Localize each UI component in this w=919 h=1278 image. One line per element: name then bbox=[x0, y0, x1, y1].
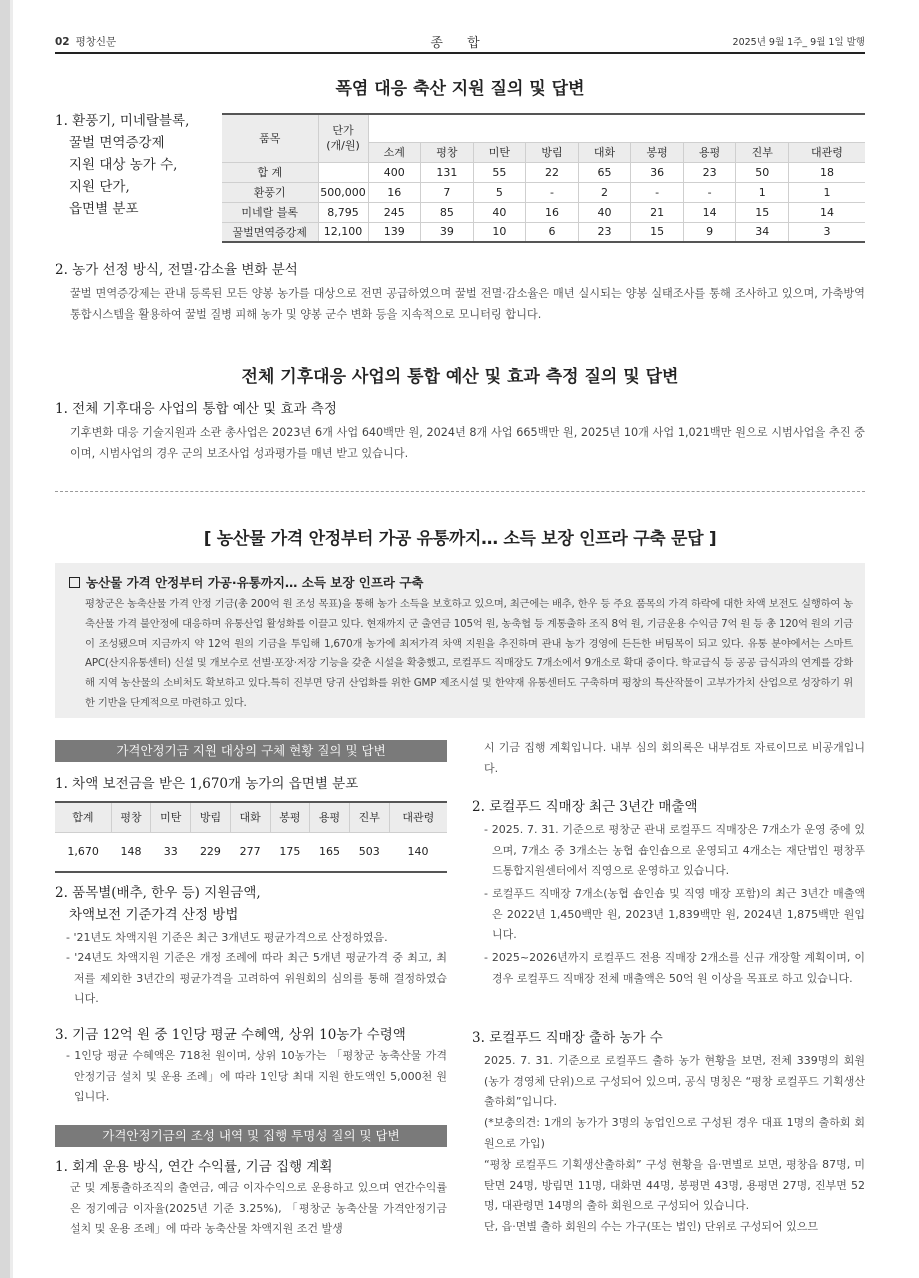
col-header: 봉평 bbox=[270, 802, 310, 832]
region-header: 봉평 bbox=[631, 142, 684, 162]
climate-q1-body: 기후변화 대응 기술지원과 소관 총사업은 2023년 6개 사업 640백만 원, 2024년 8개 사업 665백만 원, 2025년 10개 사업 1,021백만 원으로 시범사업을 추진 중이며, 시범사업의 경우 군의 보조사업 성과평가를 매년 받고 있습니다. bbox=[70, 426, 865, 460]
cell: 10 bbox=[473, 222, 526, 242]
page-header bbox=[55, 30, 865, 50]
fund-q4-body: 군 및 계통출하조직의 출연금, 예금 이자수익으로 운용하고 있으며 연간수익률은 정기예금 이자율(2025년 기준 3.25%), 「평창군 농축산물 가격안정기금 설치 및 운용 조례」에 따라 농축산물 차액지원 조건 발생 bbox=[70, 1181, 447, 1235]
table-row bbox=[55, 832, 447, 872]
localfood-q3-body3: 단, 읍·면별 출하 회원의 수는 가구(또는 법인) 단위로 구성되어 있으므 bbox=[484, 1220, 818, 1233]
cell: 39 bbox=[421, 222, 474, 242]
row-price bbox=[318, 162, 368, 182]
cell: 36 bbox=[631, 162, 684, 182]
cell: - bbox=[683, 182, 736, 202]
col-header: 합계 bbox=[55, 802, 111, 832]
climate-q1-title: 1. 전체 기후대응 사업의 통합 예산 및 효과 측정 bbox=[55, 401, 337, 417]
cell: 15 bbox=[736, 202, 789, 222]
cell: 139 bbox=[368, 222, 421, 242]
fund-band-title: 가격안정기금 지원 대상의 구체 현황 질의 및 답변 bbox=[55, 740, 447, 762]
heat-section-title: 폭염 대응 축산 지원 질의 및 답변 bbox=[335, 79, 585, 99]
cell: 40 bbox=[473, 202, 526, 222]
checkbox-square-icon bbox=[69, 577, 80, 588]
col-header: 평창 bbox=[111, 802, 151, 832]
heat-q1-title bbox=[55, 110, 215, 220]
table-row bbox=[222, 182, 865, 202]
row-price: 12,100 bbox=[318, 222, 368, 242]
fund-q4-title: 1. 회계 운용 방식, 연간 수익률, 기금 집행 계획 bbox=[55, 1159, 333, 1175]
heat-q1-line: 지원 대상 농가 수, bbox=[69, 157, 178, 173]
heat-q1-line: 1. 환풍기, 미네랄블록, bbox=[55, 113, 190, 129]
cell: 85 bbox=[421, 202, 474, 222]
summary-box-body: 평창군은 농축산물 가격 안정 기금(총 200억 원 조성 목표)을 통해 농가 소득을 보호하고 있으며, 최근에는 배추, 한우 등 주요 품목의 가격 하락에 대한 차액 보전도 실행하여 농축산물 가격 불안정에 대응하며 유통산업 활성화를 이끌고 있다. 현재까지 군 출연금 105억 원, 농축협 등 계통출하 조직 8억 원, 기금운용 수익금 7억 원 등 총 120억 원의 기금이 조성됐으며 지금까지 약 12억 원의 기금을 투입해 1,670개 농가에 최저가격 차액 지원을 추진하며 관내 농가 경영에 든든한 버팀목이 되고 있다. 유통 분야에서는 스마트 APC(산지유통센터) 신설 및 개보수로 선별·포장·저장 기능을 갖춘 시설을 확충했고, 로컬푸드 직매장도 7개소에서 9개소로 확대 중이다. 학교급식 등 공공 급식과의 연계를 강화해 지역 농산물의 소비처도 확보하고 있다.특히 진부면 당귀 산업화를 위한 GMP 제조시설 및 한약재 유통센터도 구축하며 평창의 특산작물이 고부가가치 산업으로 성장하기 위한 기반을 단계적으로 마련하고 있다. bbox=[85, 598, 853, 709]
row-price: 500,000 bbox=[318, 182, 368, 202]
cell: 50 bbox=[736, 162, 789, 182]
region-group-header bbox=[368, 114, 865, 142]
cell: 7 bbox=[421, 182, 474, 202]
localfood-q2-item: - 로컬푸드 직매장 7개소(농협 숍인숍 및 직영 매장 포함)의 최근 3년간 매출액은 2022년 1,450백만 원, 2023년 1,839백만 원, 2024년 1,875백만 원입니다. bbox=[484, 887, 865, 941]
cell: 2 bbox=[578, 182, 631, 202]
heat-q1-line: 지원 단가, bbox=[69, 179, 130, 195]
cell: 3 bbox=[789, 222, 866, 242]
row-label: 환풍기 bbox=[222, 182, 318, 202]
section-name: 종 합 bbox=[430, 36, 490, 51]
row-label: 꿀벌면역증강제 bbox=[222, 222, 318, 242]
region-header: 평창 bbox=[421, 142, 474, 162]
fund-q2-item: - '21년도 차액지원 기준은 최근 3개년도 평균가격으로 산정하였음. bbox=[66, 931, 388, 944]
region-header: 방림 bbox=[526, 142, 579, 162]
cell: 229 bbox=[191, 832, 231, 872]
row-label: 합 계 bbox=[222, 162, 318, 182]
cell: 15 bbox=[631, 222, 684, 242]
col-header: 대화 bbox=[230, 802, 270, 832]
cell: 1,670 bbox=[55, 832, 111, 872]
cell: 22 bbox=[526, 162, 579, 182]
cell: - bbox=[631, 182, 684, 202]
cell: 55 bbox=[473, 162, 526, 182]
qa-banner-title: [ 농산물 가격 안정부터 가공 유통까지… 소득 보장 인프라 구축 문답 ] bbox=[203, 529, 717, 549]
localfood-q2-title: 2. 로컬푸드 직매장 최근 3년간 매출액 bbox=[472, 799, 698, 815]
col-header: 대관령 bbox=[389, 802, 447, 832]
region-header: 용평 bbox=[683, 142, 736, 162]
fund-q2-title-line: 차액보전 기준가격 산정 방법 bbox=[69, 907, 239, 923]
fund-q4-continued: 시 기금 집행 계획입니다. 내부 심의 회의록은 내부검토 자료이므로 비공개입니다. bbox=[484, 741, 865, 775]
summary-box bbox=[55, 563, 865, 718]
fund-band2-title: 가격안정기금의 조성 내역 및 집행 투명성 질의 및 답변 bbox=[55, 1125, 447, 1147]
table-row bbox=[222, 162, 865, 182]
localfood-q3-body: 2025. 7. 31. 기준으로 로컬푸드 출하 농가 현황을 보면, 전체 339명의 회원(농가 경영체 단위)으로 구성되어 있으며, 공식 명칭은 “평창 로컬푸드 기획생산출하회”입니다. bbox=[484, 1054, 865, 1108]
fund-q2-title bbox=[55, 882, 447, 926]
row-price: 8,795 bbox=[318, 202, 368, 222]
cell: 400 bbox=[368, 162, 421, 182]
region-header: 대화 bbox=[578, 142, 631, 162]
climate-section-title: 전체 기후대응 사업의 통합 예산 및 효과 측정 질의 및 답변 bbox=[241, 367, 679, 387]
header-rule bbox=[55, 52, 865, 54]
farm-distribution-table bbox=[55, 801, 447, 873]
col-item-header: 품목 bbox=[222, 114, 318, 162]
page-edge bbox=[0, 0, 10, 1278]
cell: 277 bbox=[230, 832, 270, 872]
summary-box-title bbox=[69, 573, 424, 591]
localfood-q3-body2: “평창 로컬푸드 기획생산출하회” 구성 현황을 읍·면별로 보면, 평창읍 87명, 미탄면 24명, 방림면 11명, 대화면 44명, 봉평면 43명, 용평면 27명, 진부면 52명, 대관령면 14명의 출하 회원으로 구성되어 있습니다. bbox=[484, 1158, 865, 1212]
fund-q1-title: 1. 차액 보전금을 받은 1,670개 농가의 읍면별 분포 bbox=[55, 776, 359, 792]
region-header: 대관령 bbox=[789, 142, 866, 162]
region-header: 미탄 bbox=[473, 142, 526, 162]
table-row bbox=[222, 222, 865, 242]
cell: 165 bbox=[310, 832, 350, 872]
heat-q2-title: 2. 농가 선정 방식, 전멸·감소율 변화 분석 bbox=[55, 262, 298, 278]
cell: 1 bbox=[789, 182, 866, 202]
cell: 14 bbox=[683, 202, 736, 222]
fund-q3-item: - 1인당 평균 수혜액은 718천 원이며, 상위 10농가는 「평창군 농축산물 가격안정기금 설치 및 운용 조례」에 따라 1인당 최대 지원 한도액인 5,000천 원입니다. bbox=[66, 1049, 447, 1103]
section-divider bbox=[55, 491, 865, 492]
cell: 6 bbox=[526, 222, 579, 242]
localfood-q3-title: 3. 로컬푸드 직매장 출하 농가 수 bbox=[472, 1030, 663, 1046]
col-header: 방림 bbox=[191, 802, 231, 832]
cell: 23 bbox=[683, 162, 736, 182]
fund-q3-title: 3. 기금 12억 원 중 1인당 평균 수혜액, 상위 10농가 수령액 bbox=[55, 1027, 406, 1043]
page-number: 02 bbox=[55, 36, 70, 48]
cell: 21 bbox=[631, 202, 684, 222]
cell: 5 bbox=[473, 182, 526, 202]
cell: 503 bbox=[349, 832, 389, 872]
col-header: 용평 bbox=[310, 802, 350, 832]
heat-q1-line: 꿀벌 면역증강제 bbox=[69, 135, 165, 151]
region-header: 소계 bbox=[368, 142, 421, 162]
cell: 16 bbox=[368, 182, 421, 202]
cell: 65 bbox=[578, 162, 631, 182]
issue-date: 2025년 9월 1주_ 9월 1일 발행 bbox=[732, 37, 865, 48]
cell: 40 bbox=[578, 202, 631, 222]
col-price-header: 단가 (개/원) bbox=[318, 114, 368, 162]
cell: 175 bbox=[270, 832, 310, 872]
cell: 34 bbox=[736, 222, 789, 242]
heat-support-table bbox=[222, 113, 865, 243]
fund-q2-title-line: 2. 품목별(배추, 한우 등) 지원금액, bbox=[55, 885, 261, 901]
cell: 23 bbox=[578, 222, 631, 242]
cell: 33 bbox=[151, 832, 191, 872]
heat-q1-line: 읍면별 분포 bbox=[69, 201, 139, 217]
fund-q2-item: - '24년도 차액지원 기준은 개정 조례에 따라 최근 5개년 평균가격 중 최고, 최저를 제외한 3년간의 평균가격을 고려하여 위원회의 심의를 통해 결정하였습니다. bbox=[66, 951, 447, 1005]
localfood-q2-item: - 2025. 7. 31. 기준으로 평창군 관내 로컬푸드 직매장은 7개소가 운영 중에 있으며, 7개소 중 3개소는 농협 숍인숍으로 운영되고 4개소는 재단법인 평창푸드통합지원센터에서 직영으로 운영하고 있습니다. bbox=[484, 823, 865, 877]
table-row bbox=[222, 202, 865, 222]
localfood-q3-note: (*보충의견: 1개의 농가가 3명의 농업인으로 구성된 경우 대표 1명의 출하회 회원으로 가입) bbox=[484, 1116, 865, 1150]
cell: 140 bbox=[389, 832, 447, 872]
row-label: 미네랄 블록 bbox=[222, 202, 318, 222]
paper-name: 평창신문 bbox=[75, 36, 117, 48]
col-header: 진부 bbox=[349, 802, 389, 832]
cell: 14 bbox=[789, 202, 866, 222]
cell: 1 bbox=[736, 182, 789, 202]
cell: 9 bbox=[683, 222, 736, 242]
cell: 16 bbox=[526, 202, 579, 222]
page-shadow bbox=[10, 0, 13, 1278]
summary-box-title-text: 농산물 가격 안정부터 가공·유통까지… 소득 보장 인프라 구축 bbox=[86, 575, 424, 590]
cell: 131 bbox=[421, 162, 474, 182]
localfood-q2-item: - 2025~2026년까지 로컬푸드 전용 직매장 2개소를 신규 개장할 계획이며, 이 경우 로컬푸드 직매장 전체 매출액은 50억 원 이상을 목표로 하고 있습니다. bbox=[484, 951, 865, 985]
col-header: 미탄 bbox=[151, 802, 191, 832]
region-header: 진부 bbox=[736, 142, 789, 162]
cell: 18 bbox=[789, 162, 866, 182]
cell: 148 bbox=[111, 832, 151, 872]
cell: - bbox=[526, 182, 579, 202]
cell: 245 bbox=[368, 202, 421, 222]
heat-q2-body: 꿀벌 면역증강제는 관내 등록된 모든 양봉 농가를 대상으로 전면 공급하였으며 꿀벌 전멸·감소율은 매년 실시되는 양봉 실태조사를 통해 조사하고 있으며, 가축방역통합시스템을 활용하여 꿀벌 질병 피해 농가 및 양봉 군수 변화 등을 지속적으로 모니터링 합니다. bbox=[70, 287, 865, 321]
